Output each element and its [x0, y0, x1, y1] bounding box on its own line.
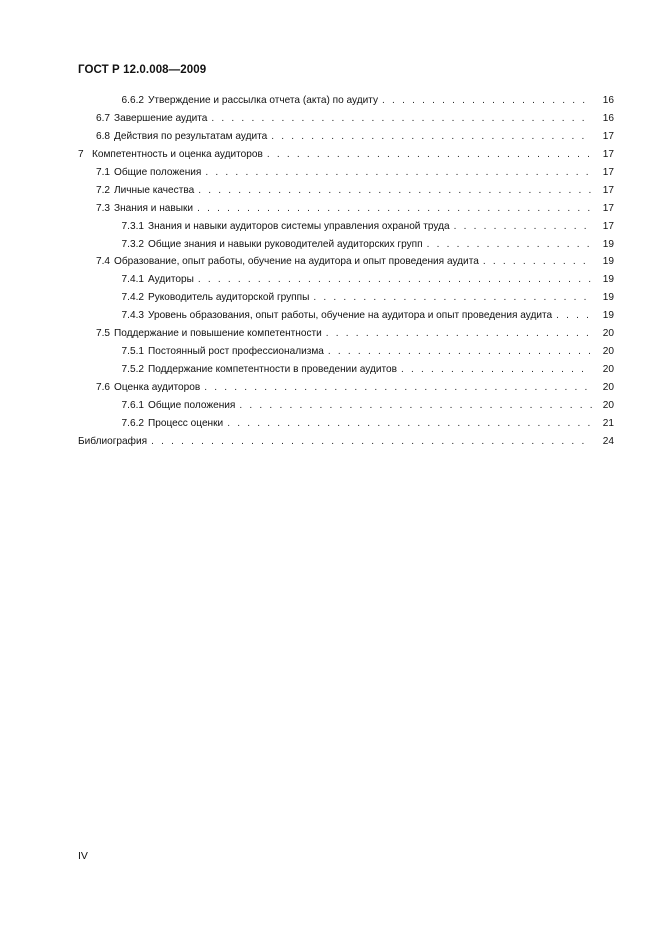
toc-entry-page: 21 — [602, 417, 614, 429]
document-header: ГОСТ Р 12.0.008—2009 — [78, 64, 207, 76]
toc-entry[interactable] — [78, 146, 614, 164]
toc-entry-page: 17 — [602, 166, 614, 178]
toc-entry[interactable] — [78, 128, 614, 146]
toc-leader-dots — [556, 307, 592, 325]
toc-entry-number: 7.6.1 — [121, 399, 144, 411]
toc-entry-number: 6.7 — [95, 112, 110, 124]
toc-leader-dots — [313, 289, 592, 307]
toc-entry-title: Библиография — [78, 435, 148, 447]
toc-entry-page: 24 — [602, 435, 614, 447]
toc-entry[interactable] — [78, 307, 614, 325]
toc-leader-dots — [198, 271, 592, 289]
toc-entry[interactable] — [78, 110, 614, 128]
toc-entry-page: 19 — [602, 292, 614, 304]
toc-entry-title: Утверждение и рассылка отчета (акта) по аудиту — [148, 95, 379, 106]
toc-entry-page: 16 — [602, 112, 614, 124]
toc-entry-page: 17 — [602, 220, 614, 232]
toc-leader-dots — [483, 253, 592, 271]
toc-entry-number: 7.6.2 — [121, 417, 144, 429]
toc-entry-number: 7 — [78, 148, 84, 160]
toc-leader-dots — [198, 182, 592, 200]
toc-entry-title: Уровень образования, опыт работы, обучение на аудитора и опыт проведения аудита — [148, 310, 553, 322]
toc-leader-dots — [328, 343, 592, 361]
toc-entry-page: 19 — [602, 274, 614, 286]
toc-entry[interactable] — [78, 433, 614, 451]
toc-entry-number: 7.5.1 — [121, 346, 144, 358]
toc-entry[interactable] — [78, 271, 614, 289]
toc-entry-page: 17 — [602, 130, 614, 142]
toc-entry-page: 16 — [602, 95, 614, 106]
toc-leader-dots — [204, 379, 592, 397]
toc-entry[interactable] — [78, 397, 614, 415]
toc-entry-title: Руководитель аудиторской группы — [148, 292, 310, 304]
toc-entry[interactable] — [78, 218, 614, 236]
toc-entry-number: 7.4.3 — [121, 310, 144, 322]
toc-leader-dots — [267, 146, 592, 164]
toc-entry-number: 7.4 — [95, 256, 110, 268]
toc-leader-dots — [271, 128, 592, 146]
toc-leader-dots — [197, 200, 592, 218]
toc-entry-number: 7.3.1 — [121, 220, 144, 232]
toc-entry[interactable] — [78, 164, 614, 182]
toc-entry-number: 7.3.2 — [121, 238, 144, 250]
toc-entry-page: 20 — [602, 382, 614, 393]
toc-entry-title: Аудиторы — [148, 274, 194, 286]
toc-leader-dots — [211, 110, 592, 128]
toc-leader-dots — [239, 397, 592, 415]
toc-entry-title: Оценка аудиторов — [114, 382, 201, 393]
toc-entry[interactable] — [78, 92, 614, 110]
table-of-contents — [78, 92, 614, 451]
toc-leader-dots — [227, 415, 592, 433]
toc-entry[interactable] — [78, 379, 614, 397]
toc-entry-title: Общие знания и навыки руководителей аудиторских групп — [148, 238, 423, 250]
toc-entry-number: 7.2 — [95, 184, 110, 196]
toc-entry[interactable] — [78, 200, 614, 218]
toc-entry-number: 7.6 — [95, 382, 110, 393]
toc-leader-dots — [454, 218, 592, 236]
toc-entry-number: 7.4.2 — [121, 292, 144, 304]
toc-entry-page: 19 — [602, 238, 614, 250]
page-number-footer: IV — [78, 850, 88, 862]
toc-entry-number: 6.8 — [95, 130, 110, 142]
toc-entry-title: Общие положения — [114, 166, 202, 178]
toc-entry-page: 20 — [602, 399, 614, 411]
toc-entry[interactable] — [78, 236, 614, 254]
toc-leader-dots — [382, 92, 592, 110]
toc-entry-title: Действия по результатам аудита — [114, 130, 268, 142]
toc-entry[interactable] — [78, 361, 614, 379]
toc-entry-page: 19 — [602, 310, 614, 322]
toc-entry-page: 20 — [602, 346, 614, 358]
toc-leader-dots — [401, 361, 592, 379]
toc-entry-page: 20 — [602, 328, 614, 340]
toc-entry[interactable] — [78, 182, 614, 200]
toc-entry-title: Общие положения — [148, 399, 236, 411]
toc-leader-dots — [205, 164, 592, 182]
toc-entry-title: Поддержание и повышение компетентности — [114, 328, 322, 340]
toc-entry-title: Постоянный рост профессионализма — [148, 346, 324, 358]
toc-entry-title: Завершение аудита — [114, 112, 208, 124]
toc-entry[interactable] — [78, 415, 614, 433]
toc-entry[interactable] — [78, 343, 614, 361]
toc-entry[interactable] — [78, 253, 614, 271]
toc-entry-title: Компетентность и оценка аудиторов — [92, 148, 263, 160]
toc-entry-title: Образование, опыт работы, обучение на аудитора и опыт проведения аудита — [114, 256, 479, 268]
toc-leader-dots — [151, 433, 592, 451]
toc-entry[interactable] — [78, 289, 614, 307]
toc-entry-page: 17 — [602, 184, 614, 196]
toc-entry-number: 7.5 — [95, 328, 110, 340]
toc-entry-page: 19 — [602, 256, 614, 268]
toc-entry-number: 7.1 — [95, 166, 110, 178]
toc-entry-number: 7.4.1 — [121, 274, 144, 286]
toc-entry[interactable] — [78, 325, 614, 343]
toc-entry-page: 17 — [602, 148, 614, 160]
toc-entry-page: 20 — [602, 364, 614, 376]
toc-leader-dots — [427, 236, 592, 254]
toc-entry-title: Процесс оценки — [148, 417, 224, 429]
toc-entry-page: 17 — [602, 202, 614, 214]
toc-entry-title: Знания и навыки аудиторов системы управления охраной труда — [148, 220, 450, 232]
toc-entry-title: Поддержание компетентности в проведении аудитов — [148, 364, 397, 376]
toc-entry-number: 7.5.2 — [121, 364, 144, 376]
toc-leader-dots — [326, 325, 592, 343]
toc-entry-title: Личные качества — [114, 184, 195, 196]
toc-entry-number: 7.3 — [95, 202, 110, 214]
toc-entry-title: Знания и навыки — [114, 202, 194, 214]
toc-entry-number: 6.6.2 — [121, 95, 144, 106]
